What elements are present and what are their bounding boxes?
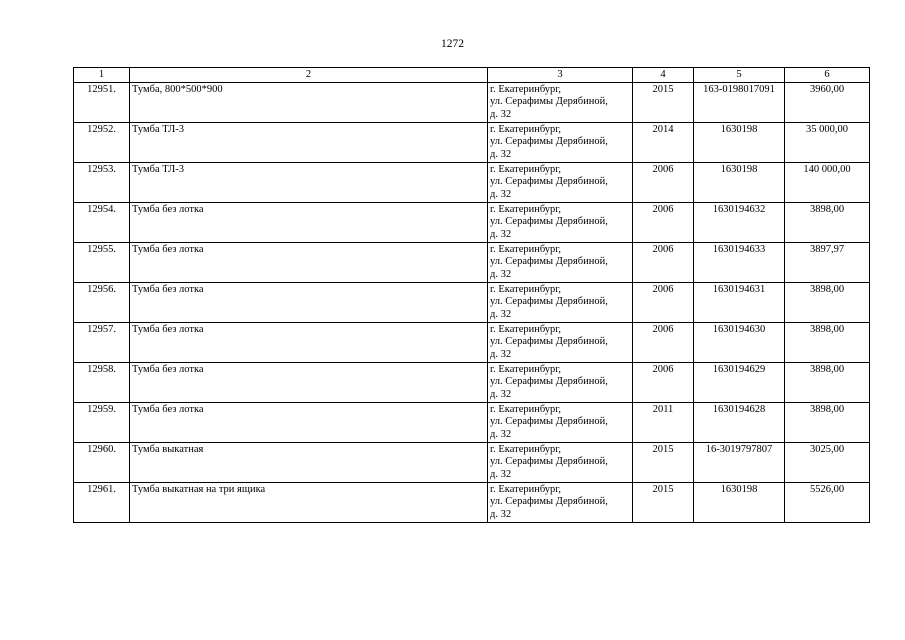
address-line: г. Екатеринбург,	[490, 123, 562, 135]
table-row	[74, 482, 870, 522]
table-row	[74, 442, 870, 482]
column-header-5: 5	[694, 68, 785, 83]
item-address	[488, 82, 633, 122]
item-year: 2006	[633, 282, 694, 322]
address-line: ул. Серафимы Дерябиной,	[490, 376, 608, 387]
address-line: д. 32	[490, 228, 512, 240]
address-line: д. 32	[490, 188, 512, 200]
address-line: ул. Серафимы Дерябиной,	[490, 456, 608, 467]
table-row	[74, 362, 870, 402]
item-name: Тумба без лотка	[130, 202, 488, 242]
inventory-number: 1630198	[694, 482, 785, 522]
address-line: д. 32	[490, 268, 512, 280]
inventory-number: 1630198	[694, 162, 785, 202]
address-line: ул. Серафимы Дерябиной,	[490, 96, 608, 107]
inventory-number: 1630194629	[694, 362, 785, 402]
item-year: 2015	[633, 442, 694, 482]
item-address	[488, 122, 633, 162]
item-name: Тумба без лотка	[130, 282, 488, 322]
item-name: Тумба, 800*500*900	[130, 82, 488, 122]
item-name: Тумба ТЛ-3	[130, 122, 488, 162]
address-line: д. 32	[490, 468, 512, 480]
address-line: д. 32	[490, 148, 512, 160]
row-number: 12957.	[74, 322, 130, 362]
table-row	[74, 402, 870, 442]
column-header-1: 1	[74, 68, 130, 83]
address-line: д. 32	[490, 508, 512, 520]
item-cost: 140 000,00	[785, 162, 870, 202]
inventory-number: 1630194631	[694, 282, 785, 322]
row-number: 12960.	[74, 442, 130, 482]
column-header-6: 6	[785, 68, 870, 83]
table-row	[74, 82, 870, 122]
item-address	[488, 402, 633, 442]
item-address	[488, 442, 633, 482]
address-line: ул. Серафимы Дерябиной,	[490, 216, 608, 227]
item-year: 2006	[633, 202, 694, 242]
item-name: Тумба ТЛ-3	[130, 162, 488, 202]
item-address	[488, 362, 633, 402]
item-name: Тумба без лотка	[130, 322, 488, 362]
column-header-2: 2	[130, 68, 488, 83]
item-cost: 35 000,00	[785, 122, 870, 162]
item-year: 2014	[633, 122, 694, 162]
column-header-3: 3	[488, 68, 633, 83]
column-header-4: 4	[633, 68, 694, 83]
address-line: г. Екатеринбург,	[490, 403, 562, 415]
address-line: ул. Серафимы Дерябиной,	[490, 336, 608, 347]
item-address	[488, 202, 633, 242]
item-year: 2006	[633, 162, 694, 202]
item-name: Тумба без лотка	[130, 362, 488, 402]
page-number: 1272	[441, 38, 464, 50]
inventory-number: 1630198	[694, 122, 785, 162]
item-name: Тумба выкатная на три ящика	[130, 482, 488, 522]
row-number: 12955.	[74, 242, 130, 282]
item-cost: 3960,00	[785, 82, 870, 122]
address-line: д. 32	[490, 348, 512, 360]
table-row	[74, 122, 870, 162]
address-line: ул. Серафимы Дерябиной,	[490, 296, 608, 307]
address-line: ул. Серафимы Дерябиной,	[490, 176, 608, 187]
address-line: ул. Серафимы Дерябиной,	[490, 496, 608, 507]
address-line: ул. Серафимы Дерябиной,	[490, 136, 608, 147]
table-row	[74, 282, 870, 322]
item-year: 2006	[633, 322, 694, 362]
inventory-number: 16-3019797807	[694, 442, 785, 482]
item-year: 2006	[633, 242, 694, 282]
item-name: Тумба без лотка	[130, 402, 488, 442]
item-address	[488, 162, 633, 202]
item-cost: 3898,00	[785, 202, 870, 242]
item-cost: 5526,00	[785, 482, 870, 522]
address-line: г. Екатеринбург,	[490, 283, 562, 295]
row-number: 12956.	[74, 282, 130, 322]
table-row	[74, 162, 870, 202]
address-line: г. Екатеринбург,	[490, 483, 562, 495]
row-number: 12953.	[74, 162, 130, 202]
address-line: г. Екатеринбург,	[490, 443, 562, 455]
address-line: ул. Серафимы Дерябиной,	[490, 256, 608, 267]
inventory-number: 1630194632	[694, 202, 785, 242]
address-line: г. Екатеринбург,	[490, 243, 562, 255]
address-line: г. Екатеринбург,	[490, 163, 562, 175]
item-year: 2011	[633, 402, 694, 442]
table-row	[74, 242, 870, 282]
asset-table	[73, 67, 870, 523]
item-cost: 3025,00	[785, 442, 870, 482]
address-line: д. 32	[490, 108, 512, 120]
row-number: 12952.	[74, 122, 130, 162]
item-cost: 3897,97	[785, 242, 870, 282]
address-line: д. 32	[490, 308, 512, 320]
table-row	[74, 322, 870, 362]
address-line: ул. Серафимы Дерябиной,	[490, 416, 608, 427]
table-row	[74, 202, 870, 242]
inventory-number: 1630194628	[694, 402, 785, 442]
row-number: 12954.	[74, 202, 130, 242]
item-name: Тумба без лотка	[130, 242, 488, 282]
address-line: г. Екатеринбург,	[490, 363, 562, 375]
row-number: 12959.	[74, 402, 130, 442]
inventory-number: 163-0198017091	[694, 82, 785, 122]
item-address	[488, 482, 633, 522]
address-line: г. Екатеринбург,	[490, 83, 562, 95]
inventory-number: 1630194630	[694, 322, 785, 362]
address-line: г. Екатеринбург,	[490, 323, 562, 335]
row-number: 12958.	[74, 362, 130, 402]
inventory-number: 1630194633	[694, 242, 785, 282]
row-number: 12961.	[74, 482, 130, 522]
address-line: д. 32	[490, 428, 512, 440]
item-address	[488, 242, 633, 282]
item-address	[488, 282, 633, 322]
table-body	[74, 82, 870, 522]
row-number: 12951.	[74, 82, 130, 122]
item-cost: 3898,00	[785, 402, 870, 442]
item-cost: 3898,00	[785, 322, 870, 362]
item-year: 2015	[633, 82, 694, 122]
item-year: 2015	[633, 482, 694, 522]
item-address	[488, 322, 633, 362]
item-cost: 3898,00	[785, 362, 870, 402]
address-line: г. Екатеринбург,	[490, 203, 562, 215]
item-cost: 3898,00	[785, 282, 870, 322]
item-name: Тумба выкатная	[130, 442, 488, 482]
item-year: 2006	[633, 362, 694, 402]
address-line: д. 32	[490, 388, 512, 400]
table-header-row	[74, 68, 870, 83]
